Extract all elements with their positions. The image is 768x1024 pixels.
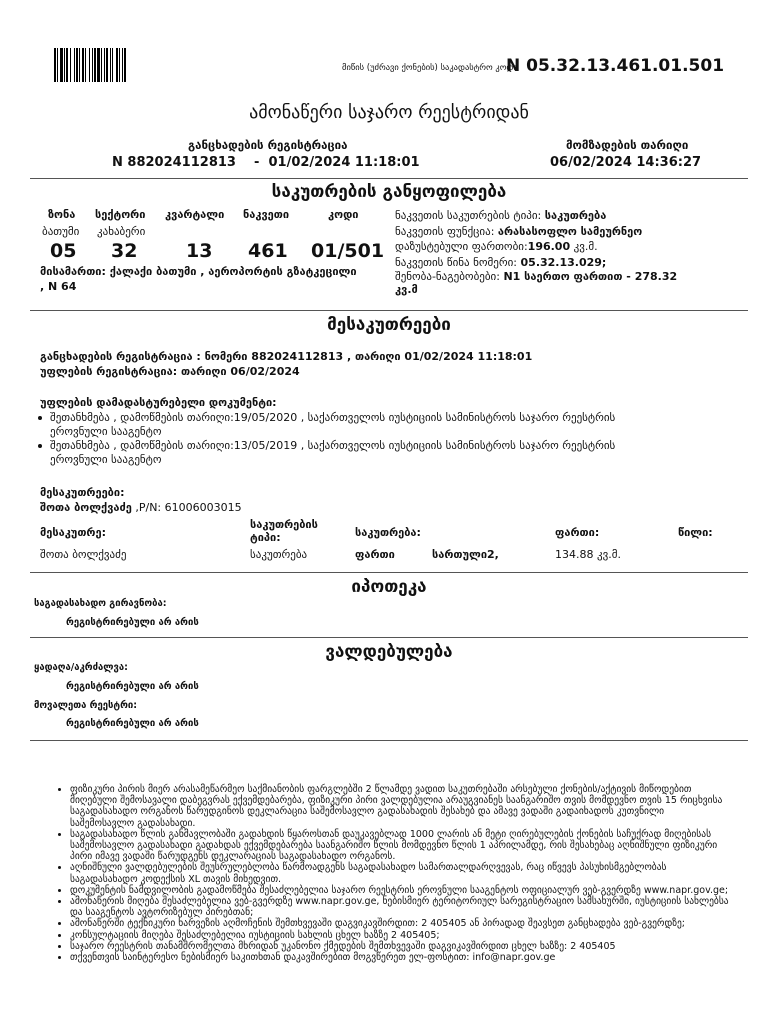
docs-list [38,411,738,467]
area-label: დაზუსტებული ფართობი: [395,240,528,254]
document-title: ამონაწერი საჯარო რეესტრიდან [249,102,529,123]
property-details [395,208,735,296]
footnote-item: • კონსულტაციის მიღება შესაძლებელია იუსტიციის სახლის ცხელ ხაზზე 2 405405; [70,930,730,941]
buildings-unit: კვ.მ [395,283,418,297]
rights-reg-label: უფლების რეგისტრაცია: [40,365,178,378]
zone-code: 05 [50,240,77,262]
seizure-value: რეგისტრირებული არ არის [66,681,199,692]
doc-item: შეთანხმება , დამოწმების თარიღი:13/05/2019 , საქართველოს იუსტიციის სამინისტროს საჯარო რეესტრის [38,439,738,453]
footnotes [50,784,730,963]
owners-label: მესაკუთრეები: [40,486,125,499]
app-reg-value: ნომერი 882024112813 , თარიღი 01/02/2024 11:18:01 [204,350,533,363]
prev-number-label: ნაკვეთის წინა ნომერი: [395,255,518,269]
app-reg-label: განცხადების რეგისტრაცია : [40,350,201,363]
prep-date-value: 06/02/2024 14:36:27 [550,155,702,170]
ownership-type-label: ნაკვეთის საკუთრების ტიპი: [395,209,542,222]
unit-code: 01/501 [311,240,385,262]
footnote-item: • ამონაწერში ტექნიკური ხარვეზის აღმოჩენის შემთხვევაში დაგვიკავშირდით: 2 405405 ან პირადად შეავსეთ განცხადება ვებ-გვერდზე; [70,918,730,929]
owner-name: შოთა ბოლქვაძე [40,501,132,514]
table-cell-ownership-type: საკუთრება [250,548,308,561]
footnote-item: • საგადასახადო წლის განმავლობაში გადახდის წყაროსთან დაუკავებლად 1000 ლარის ან მეტი ღირებულების ქონების საჩუქრად მიღებისას საშემოსავლო გადასახადი გადახდას ექვემდებარება საანგარიშო წლის მომდევნო წლის 1 აპრილამდე, რის შესახებაც აღნიშნული ფიზიკური პირი იმავე ვადაში წარუდგენს დეკლარაციას საგადასახადო ორგანოს. [70,829,730,863]
property-section-title: საკუთრების განყოფილება [271,182,507,202]
application-label: განცხადების რეგისტრაცია [188,138,348,152]
seizure-label: ყადაღა/აკრძალვა: [34,662,128,673]
table-header-property: საკუთრება: [355,526,421,539]
ownership-type-value: საკუთრება [544,209,607,222]
doc-item-cont: ეროვნული სააგენტო [50,453,162,466]
address [40,264,360,294]
table-header-owner: მესაკუთრე: [40,526,106,539]
divider [30,572,748,573]
barcode [54,48,160,82]
footnote-item: • ფიზიკური პირის მიერ არასამეწარმეო საქმიანობის ფარგლებში 2 წლამდე ვადით საკუთრებაში არსებული ქონების/აქტივის მიწოდებით მიღებული შემოსავალი დაბეგვრას ექვემდებარება, ფიზიკური პირი ვალდებულია არაუგვიანეს საანგარიშო თვის მომდევნო თვის 15 რიცხვისა საგადასახადო ორგანოს წარუდგინოს დეკლარაცია საშემოსავლო გადასახადის შესახებ და ამავე ვადაში გადაიხადოს კუთვნილი საშემოსავლო გადასახადი. [70,784,730,829]
debtors-label: მოვალეთა რეესტრი: [34,700,138,711]
tax-lien-label: საგადასახადო გირავნობა: [34,598,167,609]
sector-name: კახაბერი [97,225,146,238]
table-header-area: ფართი: [555,526,600,539]
divider [30,310,748,311]
doc-item-cont: ეროვნული სააგენტო [50,425,162,438]
cadastral-code-label: მიწის (უძრავი ქონების) საკადასტრო კოდი [342,63,518,73]
footnote-item: • თქვენთვის საინტერესო ნებისმიერ საკითხთან დაკავშირებით მოგვწერეთ ელ-ფოსტით: info@napr.gov.ge [70,952,730,963]
buildings-value: N1 საერთო ფართით - 278.32 [503,270,678,284]
address-value: ქალაქი ბათუმი , აეროპორტის გზატკეცილი , N 64 [40,265,357,293]
divider [30,740,748,741]
footnote-item: • დოკუმენტის ნამდვილობის გადამოწმება შესაძლებელია საჯარო რეესტრის ეროვნული სააგენტოს ოფიციალურ ვებ-გვერდზე www.napr.gov.ge; [70,885,730,896]
col-quarter-header: კვარტალი [165,208,225,221]
address-label: მისამართი: [40,265,106,278]
col-zone-header: ზონა [48,208,76,221]
owner-line [40,501,242,514]
footnote-item: • აღნიშნული ვალდებულების შეუსრულებლობა წარმოადგენს საგადასახადო სამართალდარღვევას, რაც იწვევს პასუხისმგებლობას საგადასახადო კოდექსის XL თავის მიხედვით. [70,862,730,884]
docs-label: უფლების დამადასტურებელი დოკუმენტი: [40,396,277,409]
table-cell-property-b: სართული2, [432,548,499,561]
parcel-code: 461 [248,240,288,262]
table-cell-owner: შოთა ბოლქვაძე [40,548,127,561]
debtors-value: რეგისტრირებული არ არის [66,718,199,729]
footnote-item: • საჯარო რეესტრის თანამშრომელთა მხრიდან უკანონო ქმედების შემთხვევაში დაგვიკავშირდით ცხელ ხაზზე: 2 405405 [70,941,730,952]
function-value: არასასოფლო სამეურნეო [497,224,643,238]
app-reg-line [40,350,532,363]
divider [30,178,748,179]
col-code-header: კოდი [328,208,359,221]
quarter-code: 13 [186,240,213,262]
sector-code: 32 [111,240,138,262]
owners-section-title: მესაკუთრეები [327,315,451,335]
col-parcel-header: ნაკვეთი [243,208,290,221]
table-cell-area: 134.88 კვ.მ. [555,548,621,561]
table-cell-property-a: ფართი [355,548,395,561]
cadastral-code: N 05.32.13.461.01.501 [506,56,725,76]
tax-lien-value: რეგისტრირებული არ არის [66,617,199,628]
table-header-share: წილი: [678,526,713,539]
doc-item: შეთანხმება , დამოწმების თარიღი:19/05/2020 , საქართველოს იუსტიციის სამინისტროს საჯარო რეესტრის [38,411,738,425]
table-header-ownership-type: საკუთრების ტიპი: [250,518,318,544]
function-label: ნაკვეთის ფუნქცია: [395,224,495,238]
area-unit: კვ.მ. [573,240,598,254]
owner-pn: ,P/N: 61006003015 [131,501,242,514]
area-value: 196.00 [527,240,571,254]
prev-number-value: 05.32.13.029; [520,255,607,269]
col-sector-header: სექტორი [95,208,146,221]
rights-reg-line [40,365,300,378]
mortgage-section-title: იპოთეკა [351,577,427,597]
rights-reg-value: თარიღი 06/02/2024 [180,365,300,378]
application-value: N 882024112813 - 01/02/2024 11:18:01 [112,155,420,170]
prep-date-label: მომზადების თარიღი [566,138,689,152]
zone-name: ბათუმი [42,225,80,238]
buildings-label: შენობა-ნაგებობები: [395,270,500,284]
divider [30,637,748,638]
obligations-section-title: ვალდებულება [325,642,453,662]
footnote-item: • ამონაწერის მიღება შესაძლებელია ვებ-გვერდზე www.napr.gov.ge, ნებისმიერ ტერიტორიულ სარეგისტრაციო სამსახურში, იუსტიციის სახლებსა და სააგენტოს ავტორიზებულ პირებთან; [70,896,730,918]
